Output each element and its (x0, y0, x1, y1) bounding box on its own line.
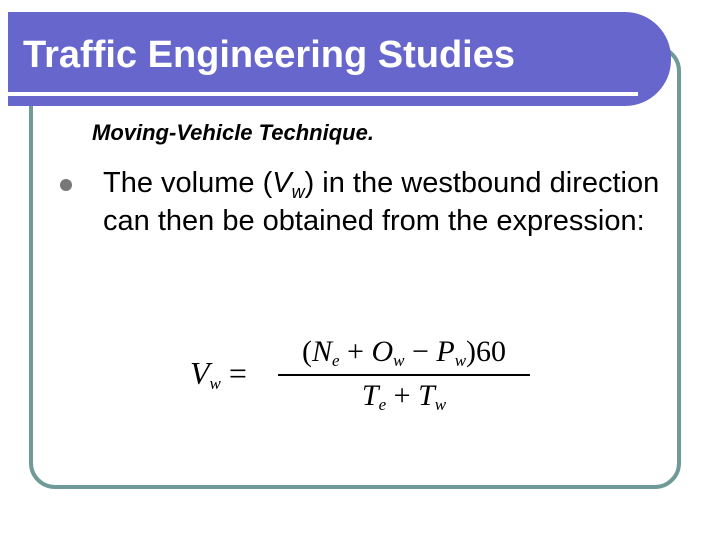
title-underline (8, 92, 638, 96)
bullet-text (103, 164, 683, 240)
slide-frame (29, 45, 681, 489)
volume-subscript: w (291, 182, 305, 202)
formula-denominator: $T_e + T_w$ (361, 379, 447, 414)
bullet-text-after: ) in the westbound direction can then be obtained from the expression: (103, 167, 660, 237)
slide-title: Traffic Engineering Studies (23, 34, 515, 76)
formula-lhs: $V_w$ = (190, 355, 247, 393)
fraction-bar (278, 374, 530, 376)
section-subtitle: Moving-Vehicle Technique. (92, 120, 374, 145)
bullet-icon (60, 179, 72, 191)
volume-symbol: V (272, 167, 292, 199)
formula-numerator: $(N_e + O_w - P_w)60$ (301, 335, 507, 370)
bullet-text-before: The volume ( (103, 167, 273, 199)
